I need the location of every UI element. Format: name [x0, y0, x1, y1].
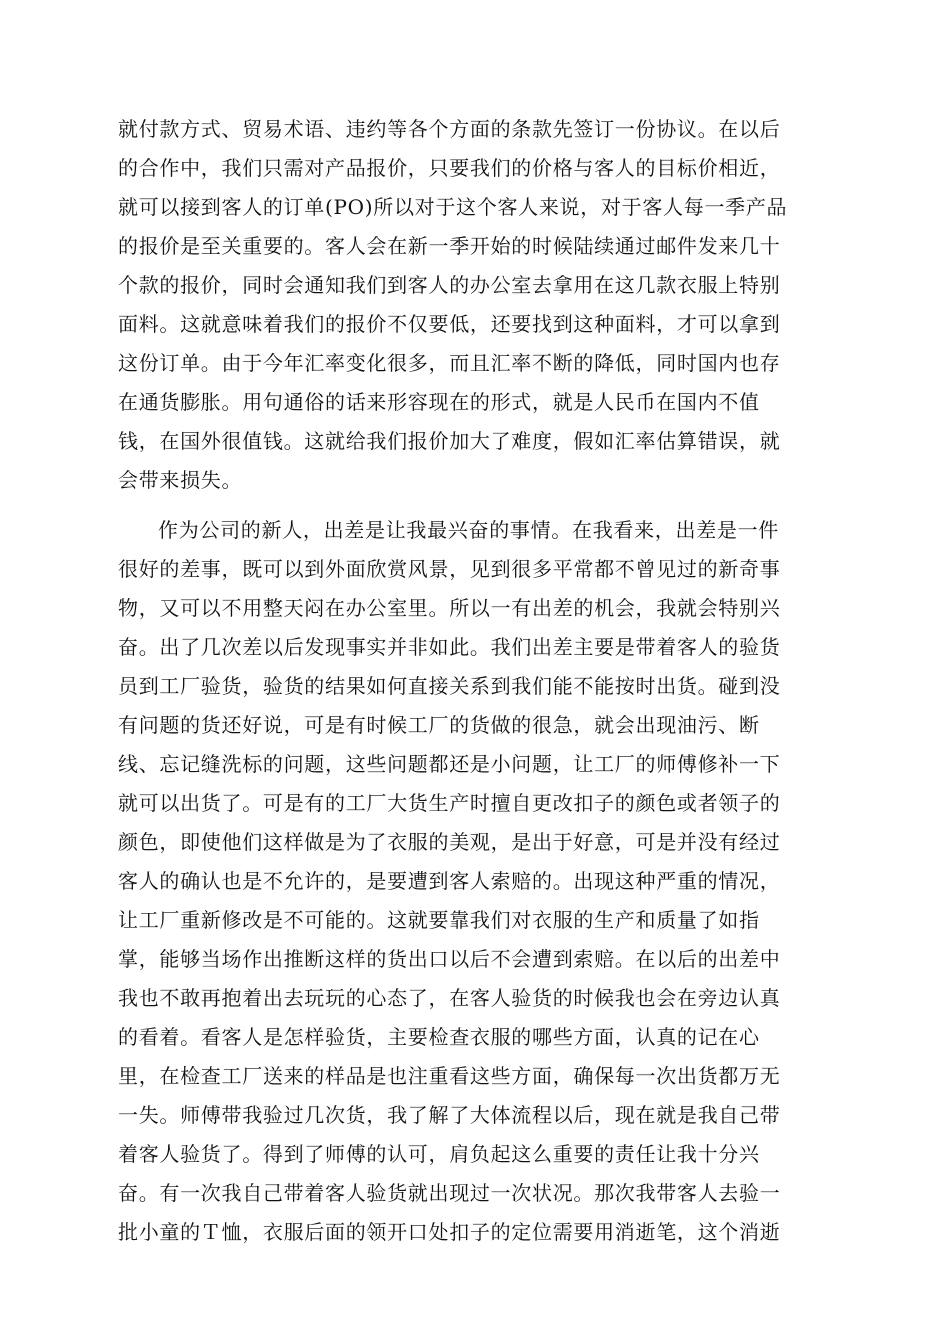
text-line: 很好的差事，既可以到外面欣赏风景，见到很多平常都不曾见过的新奇事: [118, 557, 781, 581]
text-line: 会带来损失。: [118, 468, 243, 492]
text-line: 就付款方式、贸易术语、违约等各个方面的条款先签订一份协议。在以后: [118, 117, 781, 141]
paragraph-1: [118, 110, 838, 500]
text-line: 批小童的Ｔ恤，衣服后面的领开口处扣子的定位需要用消逝笔，这个消逝: [118, 1220, 781, 1244]
text-line: 让工厂重新修改是不可能的。这就要靠我们对衣服的生产和质量了如指: [118, 908, 760, 932]
text-line: 掌，能够当场作出推断这样的货出口以后不会遭到索赔。在以后的出差中: [118, 947, 781, 971]
text-line: 的报价是至关重要的。客人会在新一季开始的时候陆续通过邮件发来几十: [118, 234, 781, 258]
text-line: 的看着。看客人是怎样验货，主要检查衣服的哪些方面，认真的记在心: [118, 1025, 760, 1049]
text-line: 员到工厂验货，验货的结果如何直接关系到我们能不能按时出货。碰到没: [118, 674, 781, 698]
text-line-first: 作为公司的新人，出差是让我最兴奋的事情。在我看来，出差是一件: [158, 518, 779, 542]
text-line: 里，在检查工厂送来的样品是也注重看这些方面，确保每一次出货都万无: [118, 1064, 781, 1088]
text-line: 线、忘记缝洗标的问题，这些问题都还是小问题，让工厂的师傅修补一下: [118, 752, 781, 776]
text-line: 客人的确认也是不允许的，是要遭到客人索赔的。出现这种严重的情况，: [118, 869, 781, 893]
text-line: 面料。这就意味着我们的报价不仅要低，还要找到这种面料，才可以拿到: [118, 312, 781, 336]
text-line: 在通货膨胀。用句通俗的话来形容现在的形式，就是人民币在国内不值: [118, 390, 760, 414]
text-line: 的合作中，我们只需对产品报价，只要我们的价格与客人的目标价相近，: [118, 156, 781, 180]
text-line: 有问题的货还好说，可是有时候工厂的货做的很急，就会出现油污、断: [118, 713, 760, 737]
text-line: 就可以出货了。可是有的工厂大货生产时擅自更改扣子的颜色或者领子的: [118, 791, 781, 815]
text-line: 我也不敢再抱着出去玩玩的心态了，在客人验货的时候我也会在旁边认真: [118, 986, 781, 1010]
text-line: 一失。师傅带我验过几次货，我了解了大体流程以后，现在就是我自己带: [118, 1103, 781, 1127]
paragraph-2: [118, 511, 838, 1252]
text-line: 着客人验货了。得到了师傅的认可，肩负起这么重要的责任让我十分兴: [118, 1142, 760, 1166]
text-line: 物，又可以不用整天闷在办公室里。所以一有出差的机会，我就会特别兴: [118, 596, 781, 620]
text-line: 就可以接到客人的订单(PO)所以对于这个客人来说，对于客人每一季产品: [118, 195, 788, 219]
text-line: 奋。有一次我自己带着客人验货就出现过一次状况。那次我带客人去验一: [118, 1181, 781, 1205]
text-line: 颜色，即使他们这样做是为了衣服的美观，是出于好意，可是并没有经过: [118, 830, 781, 854]
text-line: 个款的报价，同时会通知我们到客人的办公室去拿用在这几款衣服上特别: [118, 273, 781, 297]
text-line: 奋。出了几次差以后发现事实并非如此。我们出差主要是带着客人的验货: [118, 635, 781, 659]
text-line: 这份订单。由于今年汇率变化很多，而且汇率不断的降低，同时国内也存: [118, 351, 781, 375]
text-line: 钱，在国外很值钱。这就给我们报价加大了难度，假如汇率估算错误，就: [118, 429, 781, 453]
